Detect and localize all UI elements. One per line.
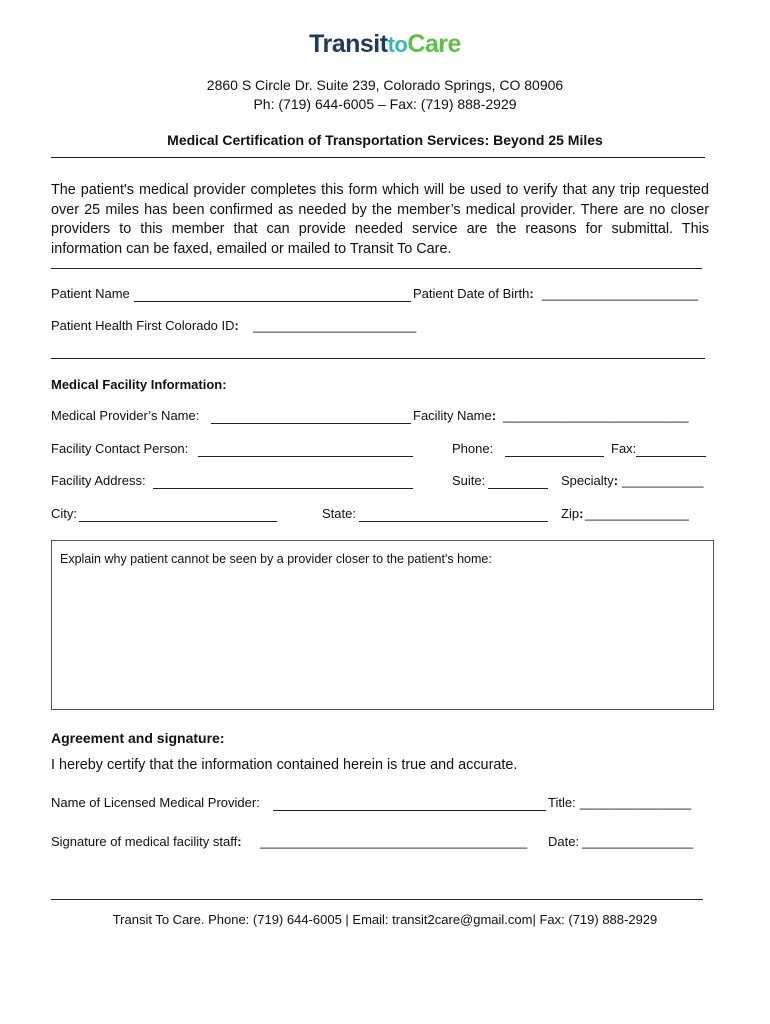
footer-rule <box>51 899 703 900</box>
header-address: 2860 S Circle Dr. Suite 239, Colorado Springs, CO 80906 <box>206 77 564 93</box>
provider-name-label: Medical Provider’s Name: <box>51 408 200 423</box>
patient-dob-colon: : <box>529 286 534 301</box>
date-field[interactable]: _______________ <box>582 834 694 849</box>
facility-name-field[interactable]: _________________________ <box>503 408 689 423</box>
suite-label: Suite: <box>452 473 486 488</box>
patient-name-label: Patient Name <box>51 286 130 301</box>
patient-rule <box>51 358 705 359</box>
contact-person-field[interactable] <box>198 456 413 457</box>
phone-label: Phone: <box>452 441 494 456</box>
city-label: City: <box>51 506 77 521</box>
specialty-colon: : <box>613 473 619 488</box>
patient-id-colon: : <box>234 318 239 333</box>
date-label: Date: <box>548 834 580 849</box>
facility-address-label: Facility Address: <box>51 473 146 488</box>
phone-field[interactable] <box>505 456 604 457</box>
provider-title-label: Title: <box>548 795 576 810</box>
specialty-label <box>561 473 618 488</box>
patient-dob-label <box>413 286 534 301</box>
fax-colon: : <box>632 441 637 456</box>
patient-id-label-text: Patient Health First Colorado ID <box>51 318 235 333</box>
patient-id-label <box>51 318 239 333</box>
contact-person-label: Facility Contact Person: <box>51 441 189 456</box>
agreement-title: Agreement and signature: <box>51 730 225 746</box>
licensed-provider-field[interactable] <box>273 810 546 811</box>
signature-field[interactable]: ____________________________________ <box>260 834 528 849</box>
facility-name-colon: : <box>491 408 497 423</box>
specialty-label-text: Specialty <box>561 473 614 488</box>
header-phone-fax: Ph: (719) 644-6005 – Fax: (719) 888-2929 <box>253 96 517 112</box>
certification-statement: I hereby certify that the information contained herein is true and accurate. <box>51 757 518 773</box>
signature-colon: : <box>237 834 242 849</box>
fax-label-text: Fax <box>611 441 633 456</box>
fax-field[interactable] <box>636 456 706 457</box>
title-rule <box>51 157 705 158</box>
transit-to-care-logo <box>0 30 770 59</box>
suite-field[interactable] <box>488 488 548 489</box>
facility-name-label-text: Facility Name <box>413 408 492 423</box>
intro-paragraph: The patient's medical provider completes this form which will be used to verify that any trip requested over 25 miles has been confirmed as needed by the member’s medical provider. There are no closer providers to this member that can provide needed service are the reasons for submittal. This information can be faxed, emailed or mailed to Transit To Care. <box>51 182 709 257</box>
explain-prompt: Explain why patient cannot be seen by a provider closer to the patient's home: <box>60 552 492 566</box>
zip-field[interactable]: ______________ <box>585 506 690 521</box>
zip-label-text: Zip <box>561 506 580 521</box>
patient-id-field[interactable]: ______________________ <box>253 318 417 333</box>
patient-name-field[interactable] <box>134 301 411 302</box>
provider-name-field[interactable] <box>211 423 411 424</box>
logo-part-transit: Transit <box>309 30 388 58</box>
form-title: Medical Certification of Transportation Services: Beyond 25 Miles <box>167 132 603 148</box>
signature-label-text: Signature of medical facility staff <box>51 834 238 849</box>
signature-label <box>51 834 242 849</box>
facility-section-title: Medical Facility Information: <box>51 377 227 392</box>
facility-name-label <box>413 408 496 423</box>
logo-part-care: Care <box>407 30 461 58</box>
facility-address-field[interactable] <box>153 488 413 489</box>
patient-dob-label-text: Patient Date of Birth <box>413 286 530 301</box>
city-field[interactable] <box>79 521 277 522</box>
fax-label <box>611 441 636 456</box>
zip-colon: : <box>579 506 584 521</box>
licensed-provider-label: Name of Licensed Medical Provider: <box>51 795 260 810</box>
intro-rule <box>51 268 702 269</box>
state-field[interactable] <box>359 521 548 522</box>
state-label: State: <box>322 506 356 521</box>
footer-contact: Transit To Care. Phone: (719) 644-6005 | Email: transit2care@gmail.com| Fax: (719) 888-2929 <box>112 912 658 927</box>
provider-title-field[interactable]: _______________ <box>580 795 692 810</box>
logo-part-to: to <box>387 32 408 57</box>
specialty-field[interactable]: ___________ <box>622 473 704 488</box>
zip-label <box>561 506 583 521</box>
patient-dob-field[interactable]: _____________________ <box>542 286 699 301</box>
